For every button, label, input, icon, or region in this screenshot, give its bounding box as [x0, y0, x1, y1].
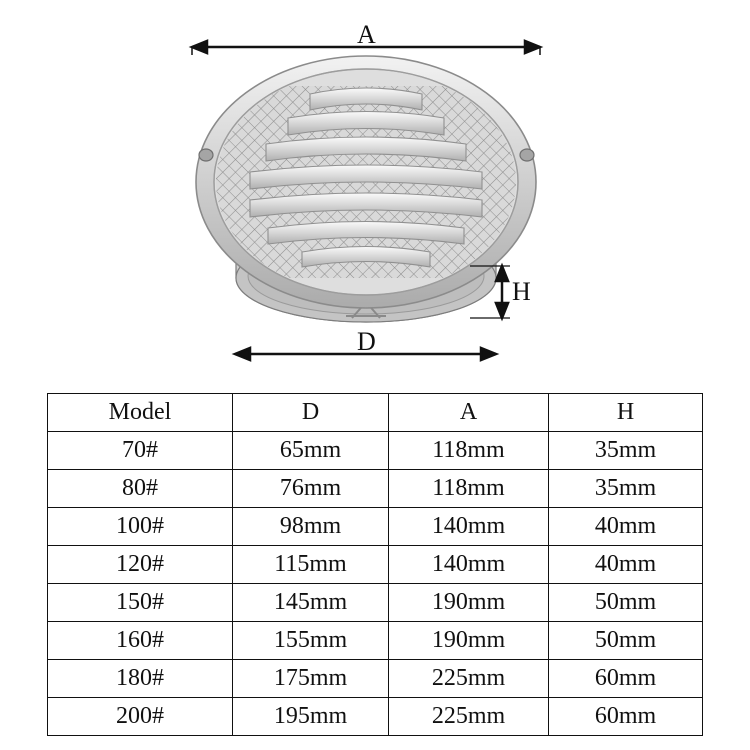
- column-header-h: H: [549, 394, 703, 432]
- table-row: [48, 660, 703, 698]
- column-header-a: A: [389, 394, 549, 432]
- cell-d: 175mm: [233, 660, 389, 698]
- cell-a: 225mm: [389, 698, 549, 736]
- cell-h: 40mm: [549, 546, 703, 584]
- dimension-label-h: H: [512, 277, 531, 306]
- screw-hole-right: [520, 149, 534, 161]
- cell-a: 118mm: [389, 470, 549, 508]
- cell-model: 100#: [48, 508, 233, 546]
- table-row: [48, 470, 703, 508]
- cell-d: 76mm: [233, 470, 389, 508]
- cell-a: 190mm: [389, 622, 549, 660]
- column-header-d: D: [233, 394, 389, 432]
- cell-h: 35mm: [549, 470, 703, 508]
- cell-h: 35mm: [549, 432, 703, 470]
- cell-h: 50mm: [549, 584, 703, 622]
- cell-model: 160#: [48, 622, 233, 660]
- cell-h: 60mm: [549, 698, 703, 736]
- cell-a: 225mm: [389, 660, 549, 698]
- table-row: [48, 432, 703, 470]
- cell-model: 200#: [48, 698, 233, 736]
- cell-a: 190mm: [389, 584, 549, 622]
- cell-d: 65mm: [233, 432, 389, 470]
- cell-d: 195mm: [233, 698, 389, 736]
- cell-h: 40mm: [549, 508, 703, 546]
- table-row: [48, 508, 703, 546]
- table-row: [48, 546, 703, 584]
- dimension-label-d: D: [357, 327, 376, 356]
- cell-model: 70#: [48, 432, 233, 470]
- table-row: [48, 698, 703, 736]
- spec-table-container: [47, 393, 702, 736]
- cell-d: 155mm: [233, 622, 389, 660]
- cell-a: 140mm: [389, 508, 549, 546]
- cell-d: 98mm: [233, 508, 389, 546]
- cell-a: 118mm: [389, 432, 549, 470]
- column-header-model: Model: [48, 394, 233, 432]
- cell-model: 180#: [48, 660, 233, 698]
- cell-model: 80#: [48, 470, 233, 508]
- specification-table: [47, 393, 703, 736]
- table-row: [48, 584, 703, 622]
- cell-model: 120#: [48, 546, 233, 584]
- cell-a: 140mm: [389, 546, 549, 584]
- dimension-label-a: A: [357, 20, 376, 49]
- cell-d: 115mm: [233, 546, 389, 584]
- louvre-blades: [214, 86, 518, 278]
- cell-h: 50mm: [549, 622, 703, 660]
- screw-hole-left: [199, 149, 213, 161]
- cell-h: 60mm: [549, 660, 703, 698]
- table-row: [48, 622, 703, 660]
- cell-model: 150#: [48, 584, 233, 622]
- table-header-row: [48, 394, 703, 432]
- cell-d: 145mm: [233, 584, 389, 622]
